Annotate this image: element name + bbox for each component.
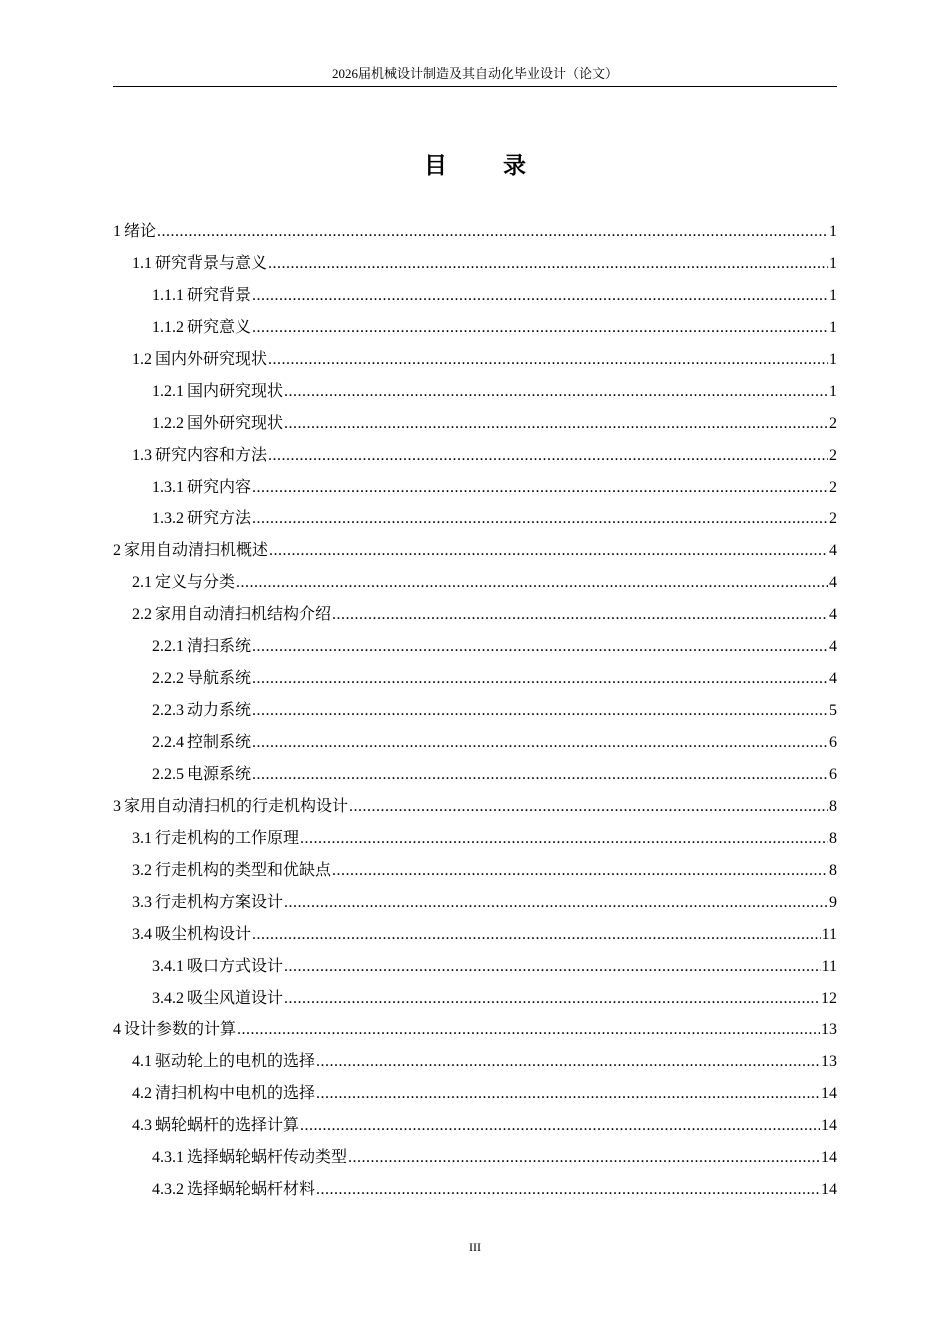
toc-entry-page: 4 xyxy=(829,670,837,688)
toc-entry-title: 导航系统 xyxy=(187,670,252,688)
toc-entry-title: 国外研究现状 xyxy=(187,414,284,432)
toc-entry-page: 6 xyxy=(829,765,837,783)
toc-entry[interactable] xyxy=(113,376,837,408)
toc-entry-title: 研究方法 xyxy=(187,510,252,528)
toc-entry-title: 研究内容和方法 xyxy=(155,446,268,464)
toc-entry-number: 1.2.1 xyxy=(152,382,184,400)
toc-entry-number: 1.3 xyxy=(132,446,152,464)
toc-entry[interactable] xyxy=(113,663,837,695)
toc-dot-leader xyxy=(300,823,828,855)
toc-entry[interactable] xyxy=(113,1078,837,1110)
toc-entry[interactable] xyxy=(113,791,837,823)
toc-entry-title: 清扫机构中电机的选择 xyxy=(155,1085,316,1103)
toc-entry-title: 绪论 xyxy=(124,223,157,240)
toc-dot-leader xyxy=(284,376,828,408)
toc-entry-number: 3 xyxy=(113,797,121,815)
toc-entry-label xyxy=(132,599,331,631)
toc-entry-label xyxy=(132,1110,299,1142)
toc-entry-number: 4.3.1 xyxy=(152,1149,184,1167)
toc-dot-leader xyxy=(157,216,828,248)
toc-entry-number: 4 xyxy=(113,1021,121,1039)
toc-entry-label xyxy=(152,1174,315,1206)
toc-entry-title: 清扫系统 xyxy=(187,638,252,656)
toc-entry-label xyxy=(152,503,251,535)
toc-entry-title: 行走机构方案设计 xyxy=(155,893,284,911)
toc-entry-label xyxy=(113,216,156,248)
toc-entry[interactable] xyxy=(113,567,837,599)
toc-entry[interactable] xyxy=(113,535,837,567)
toc-entry-label xyxy=(132,567,235,599)
toc-entry-label xyxy=(152,408,283,440)
toc-entry-label xyxy=(152,631,251,663)
toc-entry-number: 3.3 xyxy=(132,893,152,911)
toc-entry-label xyxy=(152,727,251,759)
toc-entry-page: 2 xyxy=(829,510,837,528)
toc-entry-label xyxy=(132,440,267,472)
toc-entry-number: 2.2.4 xyxy=(152,734,184,751)
toc-entry-page: 1 xyxy=(829,223,837,240)
toc-entry[interactable] xyxy=(113,695,837,727)
toc-entry[interactable] xyxy=(113,1110,837,1142)
toc-entry-number: 3.2 xyxy=(132,861,152,879)
toc-dot-leader xyxy=(268,248,828,280)
toc-entry-page: 4 xyxy=(829,574,837,592)
toc-entry[interactable] xyxy=(113,983,837,1015)
toc-entry-label xyxy=(132,1078,315,1110)
toc-entry-label xyxy=(113,791,348,823)
toc-dot-leader xyxy=(252,759,828,791)
toc-entry-page: 8 xyxy=(829,861,837,879)
toc-entry-label xyxy=(152,983,283,1015)
toc-dot-leader xyxy=(269,535,828,567)
toc-dot-leader xyxy=(316,1046,820,1078)
toc-dot-leader xyxy=(300,1110,820,1142)
toc-dot-leader xyxy=(332,599,828,631)
toc-dot-leader xyxy=(252,727,828,759)
toc-entry-title: 研究背景与意义 xyxy=(155,254,268,272)
toc-entry[interactable] xyxy=(113,1142,837,1174)
toc-entry-number: 1.1.2 xyxy=(152,318,184,336)
toc-entry-page: 4 xyxy=(829,606,837,624)
toc-entry-number: 4.2 xyxy=(132,1085,152,1103)
toc-dot-leader xyxy=(252,472,828,504)
toc-dot-leader xyxy=(237,1014,820,1046)
toc-entry-page: 14 xyxy=(821,1149,837,1167)
toc-entry-title: 吸尘机构设计 xyxy=(155,925,252,943)
toc-entry-title: 驱动轮上的电机的选择 xyxy=(155,1053,316,1071)
toc-dot-leader xyxy=(252,919,821,951)
toc-entry-label xyxy=(152,1142,347,1174)
toc-entry-number: 2.1 xyxy=(132,574,152,592)
toc-entry-number: 1.3.2 xyxy=(152,510,184,528)
toc-entry-page: 1 xyxy=(829,382,837,400)
toc-entry-number: 1.2 xyxy=(132,350,152,368)
toc-entry[interactable] xyxy=(113,1174,837,1206)
toc-entry-number: 1 xyxy=(113,223,121,240)
toc-entry-number: 2 xyxy=(113,542,121,560)
toc-entry[interactable] xyxy=(113,855,837,887)
toc-entry-label xyxy=(152,951,283,983)
toc-entry[interactable] xyxy=(113,440,837,472)
toc-entry-label xyxy=(152,472,251,504)
toc-entry-page: 11 xyxy=(821,925,837,943)
toc-entry-title: 家用自动清扫机概述 xyxy=(124,542,269,560)
toc-entry-page: 9 xyxy=(829,893,837,911)
toc-entry-title: 行走机构的工作原理 xyxy=(155,829,300,847)
toc-dot-leader xyxy=(252,631,828,663)
toc-entry-label xyxy=(152,376,283,408)
toc-entry-page: 2 xyxy=(829,414,837,432)
toc-entry-title: 家用自动清扫机结构介绍 xyxy=(155,606,332,624)
toc-entry-title: 选择蜗轮蜗杆材料 xyxy=(187,1181,316,1199)
toc-entry-title: 研究背景 xyxy=(187,286,252,304)
toc-entry-title: 定义与分类 xyxy=(155,574,236,592)
toc-entry-number: 3.4.2 xyxy=(152,989,184,1007)
toc-dot-leader xyxy=(332,855,828,887)
toc-entry-title: 研究内容 xyxy=(187,478,252,496)
toc-entry-number: 2.2.5 xyxy=(152,765,184,783)
toc-entry[interactable] xyxy=(113,503,837,535)
toc-entry-title: 国内外研究现状 xyxy=(155,350,268,368)
toc-entry-page: 13 xyxy=(821,1053,837,1071)
header-text: 2026届机械设计制造及其自动化毕业设计（论文） xyxy=(331,66,618,81)
toc-entry-number: 1.1.1 xyxy=(152,286,184,304)
toc-dot-leader xyxy=(284,951,821,983)
toc-entry-title: 国内研究现状 xyxy=(187,382,284,400)
toc-dot-leader xyxy=(284,983,820,1015)
toc-entry-label xyxy=(152,312,251,344)
toc-entry[interactable] xyxy=(113,216,837,248)
toc-entry-label xyxy=(152,759,251,791)
toc-entry-page: 4 xyxy=(829,542,837,560)
page-header xyxy=(113,64,837,87)
toc-entry-page: 11 xyxy=(821,957,837,975)
toc-dot-leader xyxy=(252,695,828,727)
toc-dot-leader xyxy=(252,280,828,312)
toc-entry[interactable] xyxy=(113,727,837,759)
toc-entry[interactable] xyxy=(113,472,837,504)
toc-entry-label xyxy=(132,919,251,951)
toc-entry-label xyxy=(132,1046,315,1078)
toc-entry-title: 电源系统 xyxy=(187,765,252,783)
toc-entry[interactable] xyxy=(113,823,837,855)
toc-entry-page: 4 xyxy=(829,638,837,656)
toc-dot-leader xyxy=(268,344,828,376)
toc-entry[interactable] xyxy=(113,280,837,312)
toc-entry[interactable] xyxy=(113,1046,837,1078)
toc-entry-page: 8 xyxy=(829,829,837,847)
toc-entry[interactable] xyxy=(113,919,837,951)
toc-entry-page: 1 xyxy=(829,350,837,368)
toc-entry-page: 2 xyxy=(829,446,837,464)
toc-dot-leader xyxy=(268,440,828,472)
toc-entry[interactable] xyxy=(113,887,837,919)
toc-entry-label xyxy=(132,887,283,919)
toc-dot-leader xyxy=(284,887,828,919)
toc-entry-page: 6 xyxy=(829,734,837,751)
toc-entry-label xyxy=(132,344,267,376)
toc-entry[interactable] xyxy=(113,312,837,344)
toc-entry-label xyxy=(152,663,251,695)
toc-dot-leader xyxy=(316,1174,820,1206)
toc-entry-number: 2.2 xyxy=(132,606,152,624)
toc-entry-label xyxy=(152,280,251,312)
toc-entry-page: 1 xyxy=(829,254,837,272)
toc-entry[interactable] xyxy=(113,951,837,983)
toc-entry-page: 5 xyxy=(829,702,837,720)
toc-dot-leader xyxy=(284,408,828,440)
toc-entry-page: 8 xyxy=(829,797,837,815)
toc-dot-leader xyxy=(349,791,828,823)
toc-entry-page: 1 xyxy=(829,318,837,336)
toc-dot-leader xyxy=(252,312,828,344)
toc-entry-title: 行走机构的类型和优缺点 xyxy=(155,861,332,879)
toc-dot-leader xyxy=(316,1078,820,1110)
toc-entry[interactable] xyxy=(113,248,837,280)
page-title: 目 录 xyxy=(423,153,550,179)
toc-dot-leader xyxy=(252,503,828,535)
toc-entry-label xyxy=(113,535,268,567)
toc-entry-title: 研究意义 xyxy=(187,318,252,336)
toc-entry[interactable] xyxy=(113,1014,837,1046)
toc-entry-page: 2 xyxy=(829,478,837,496)
toc-entry-title: 家用自动清扫机的行走机构设计 xyxy=(124,797,349,815)
toc-dot-leader xyxy=(236,567,828,599)
table-of-contents xyxy=(113,216,837,1206)
toc-entry-label xyxy=(132,248,267,280)
toc-entry-title: 动力系统 xyxy=(187,702,252,720)
toc-entry-label xyxy=(113,1014,236,1046)
page-number: III xyxy=(469,1240,481,1254)
toc-entry-page: 13 xyxy=(821,1021,837,1039)
toc-dot-leader xyxy=(348,1142,820,1174)
toc-entry-page: 12 xyxy=(821,989,837,1007)
toc-entry-number: 3.4 xyxy=(132,925,152,943)
toc-entry-number: 2.2.3 xyxy=(152,702,184,720)
toc-entry-number: 3.4.1 xyxy=(152,957,184,975)
toc-entry[interactable] xyxy=(113,599,837,631)
toc-entry-title: 吸口方式设计 xyxy=(187,957,284,975)
toc-entry-page: 14 xyxy=(821,1117,837,1135)
toc-entry-number: 4.1 xyxy=(132,1053,152,1071)
toc-entry[interactable] xyxy=(113,759,837,791)
toc-entry[interactable] xyxy=(113,631,837,663)
toc-entry-number: 1.1 xyxy=(132,254,152,272)
toc-entry-number: 3.1 xyxy=(132,829,152,847)
toc-entry[interactable] xyxy=(113,408,837,440)
toc-entry[interactable] xyxy=(113,344,837,376)
toc-entry-number: 4.3.2 xyxy=(152,1181,184,1199)
toc-entry-title: 选择蜗轮蜗杆传动类型 xyxy=(187,1149,348,1167)
page-footer xyxy=(0,1240,950,1255)
toc-entry-number: 4.3 xyxy=(132,1117,152,1135)
toc-entry-title: 控制系统 xyxy=(187,734,252,751)
toc-entry-number: 1.2.2 xyxy=(152,414,184,432)
toc-entry-page: 1 xyxy=(829,286,837,304)
toc-entry-label xyxy=(152,695,251,727)
toc-entry-number: 2.2.1 xyxy=(152,638,184,656)
toc-entry-number: 1.3.1 xyxy=(152,478,184,496)
toc-entry-page: 14 xyxy=(821,1181,837,1199)
toc-entry-title: 设计参数的计算 xyxy=(124,1021,237,1039)
toc-entry-page: 14 xyxy=(821,1085,837,1103)
toc-entry-label xyxy=(132,855,331,887)
toc-entry-title: 蜗轮蜗杆的选择计算 xyxy=(155,1117,300,1135)
toc-entry-label xyxy=(132,823,299,855)
toc-entry-number: 2.2.2 xyxy=(152,670,184,688)
toc-dot-leader xyxy=(252,663,828,695)
toc-entry-title: 吸尘风道设计 xyxy=(187,989,284,1007)
